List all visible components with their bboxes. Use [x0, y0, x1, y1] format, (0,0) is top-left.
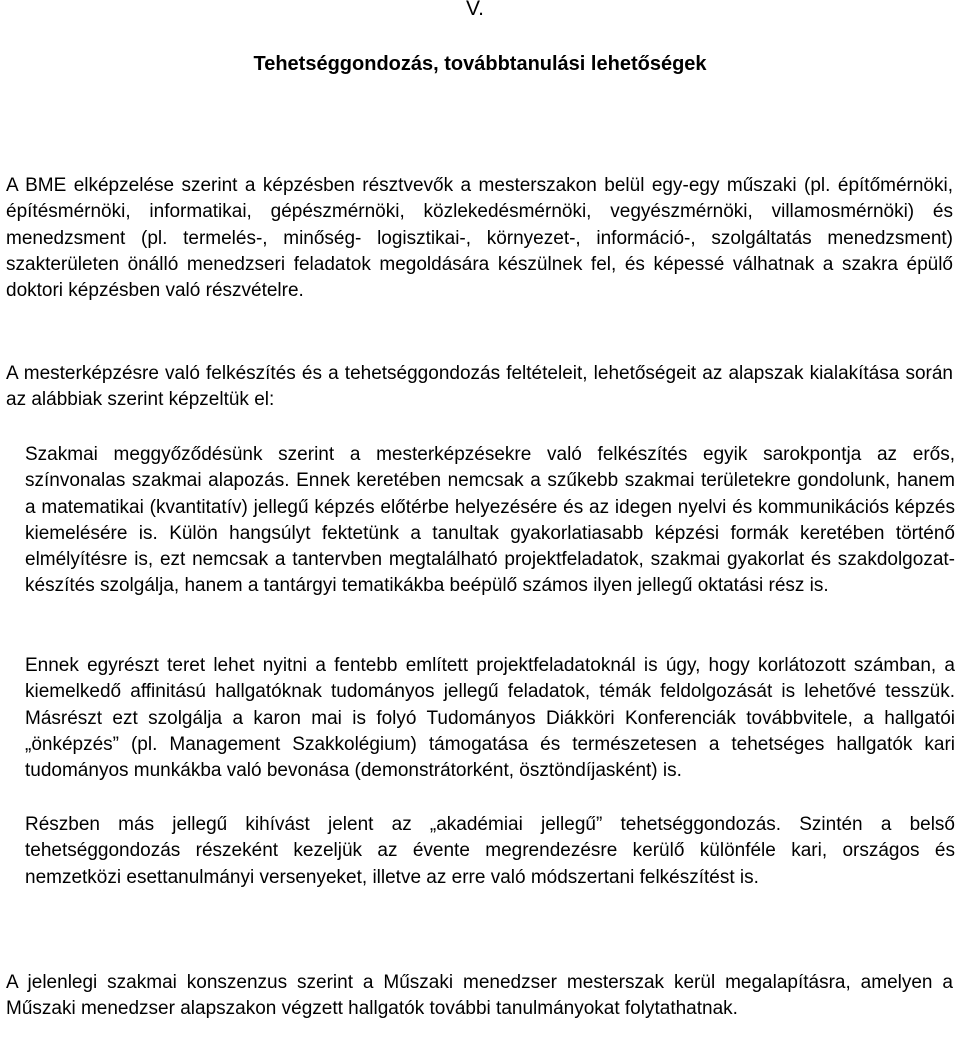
paragraph-academic-talent: Részben más jellegű kihívást jelent az „akadémiai jellegű” tehetséggondozás. Szintén a belső tehetséggondozás részeként kezeljük az évente megrendezésre kerülő különféle kari, országos és nemzetközi esettanulmányi versenyeket, illetve az erre való módszertani felkészítést is. — [25, 814, 955, 888]
paragraph-research-opportunities: Ennek egyrészt teret lehet nyitni a fentebb említett projektfeladatoknál is úgy, hogy korlátozott számban, a kiemelkedő affinitású hallgatóknak tudományos jellegű feladatok, témák feldolgozását is lehetővé tesszük. Másrészt ezt szolgálja a karon mai is folyó Tudományos Diákköri Konferenciák továbbvitele, a hallgatói „önképzés” (pl. Management Szakkolégium) támogatása és természetesen a tehetséges hallgatók kari tudományos munkákba való bevonása (demonstrátorként, ösztöndíjasként) is. — [25, 655, 955, 782]
paragraph-professional-foundation: Szakmai meggyőződésünk szerint a mesterképzésekre való felkészítés egyik sarokpontja az erős, színvonalas szakmai alapozás. Ennek keretében nemcsak a szűkebb szakmai területekre gondolunk, hanem a matematikai (kvantitatív) jellegű képzés előtérbe helyezésére és az idegen nyelvi és kommunikációs képzés kiemelésére is. Külön hangsúlyt fektetünk a tanultak gyakorlatiasabb képzési formák keretében történő elmélyítésre is, ezt nemcsak a tantervben megtalálható projektfeladatok, szakmai gyakorlat és szakdolgozat-készítés szolgálja, hanem a tantárgyi tematikákba beépülő számos ilyen jellegű oktatási rész is. — [25, 444, 955, 597]
chapter-number: V. — [466, 0, 484, 20]
paragraph-consensus: A jelenlegi szakmai konszenzus szerint a Műszaki menedzser mesterszak kerül megalapításra, amelyen a Műszaki menedzser alapszakon végzett hallgatók további tanulmányokat folytathatnak. — [6, 972, 953, 1020]
paragraph-bme-vision: A BME elképzelése szerint a képzésben résztvevők a mesterszakon belül egy-egy műszaki (pl. építőmérnöki, építésmérnöki, informatikai, gépészmérnöki, közlekedésmérnöki, vegyészmérnöki, villamosmérnöki) és menedzsment (pl. termelés-, minőség- logisztikai-, környezet-, információ-, szolgáltatás menedzsment) szakterületen önálló menedzseri feladatok megoldására készülnek fel, és képessé válhatnak a szakra épülő doktori képzésben való részvételre. — [6, 175, 953, 302]
page-title: Tehetséggondozás, továbbtanulási lehetőségek — [253, 53, 707, 75]
paragraph-preparation-intro: A mesterképzésre való felkészítés és a tehetséggondozás feltételeit, lehetőségeit az alapszak kialakítása során az alábbiak szerint képzeltük el: — [6, 363, 953, 411]
